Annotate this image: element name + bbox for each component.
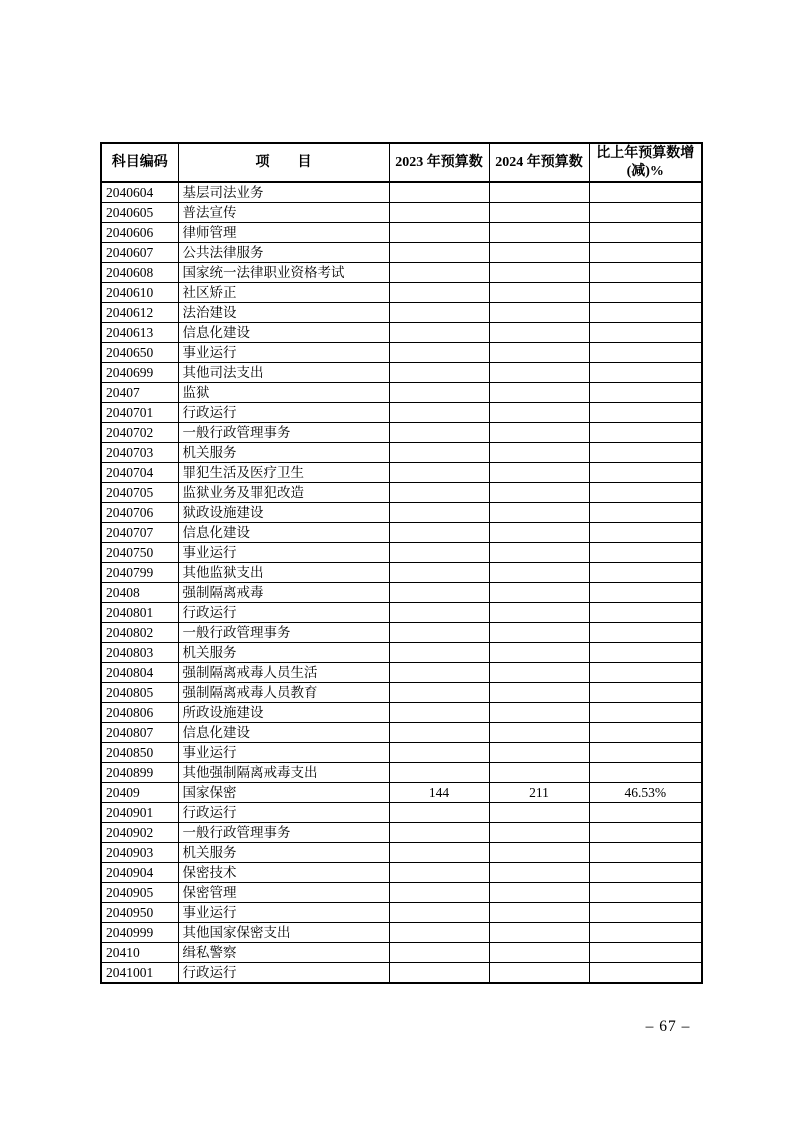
table-row bbox=[101, 303, 702, 323]
cell-subject-code: 2040803 bbox=[101, 643, 178, 663]
cell-budget-2023 bbox=[389, 383, 489, 403]
header-budget-2024: 2024 年预算数 bbox=[489, 143, 589, 182]
table-row bbox=[101, 683, 702, 703]
header-change-percent: 比上年预算数增(减)% bbox=[589, 143, 702, 182]
cell-budget-2024 bbox=[489, 303, 589, 323]
cell-change-percent bbox=[589, 663, 702, 683]
cell-budget-2023 bbox=[389, 223, 489, 243]
cell-item-name: 机关服务 bbox=[178, 443, 389, 463]
cell-change-percent bbox=[589, 643, 702, 663]
cell-budget-2023 bbox=[389, 403, 489, 423]
table-row bbox=[101, 343, 702, 363]
cell-budget-2023 bbox=[389, 963, 489, 984]
table-row bbox=[101, 863, 702, 883]
cell-item-name: 一般行政管理事务 bbox=[178, 623, 389, 643]
cell-budget-2024 bbox=[489, 763, 589, 783]
cell-change-percent bbox=[589, 943, 702, 963]
cell-item-name: 社区矫正 bbox=[178, 283, 389, 303]
cell-change-percent bbox=[589, 803, 702, 823]
cell-budget-2024 bbox=[489, 963, 589, 984]
cell-change-percent bbox=[589, 383, 702, 403]
cell-change-percent bbox=[589, 363, 702, 383]
cell-budget-2023 bbox=[389, 823, 489, 843]
table-row bbox=[101, 503, 702, 523]
cell-subject-code: 2040850 bbox=[101, 743, 178, 763]
cell-change-percent bbox=[589, 823, 702, 843]
cell-budget-2024 bbox=[489, 323, 589, 343]
table-row bbox=[101, 803, 702, 823]
cell-budget-2023 bbox=[389, 243, 489, 263]
table-row bbox=[101, 182, 702, 203]
cell-change-percent bbox=[589, 603, 702, 623]
cell-item-name: 一般行政管理事务 bbox=[178, 423, 389, 443]
cell-subject-code: 2041001 bbox=[101, 963, 178, 984]
cell-subject-code: 2040613 bbox=[101, 323, 178, 343]
table-row bbox=[101, 923, 702, 943]
cell-item-name: 律师管理 bbox=[178, 223, 389, 243]
cell-budget-2024 bbox=[489, 543, 589, 563]
cell-budget-2023 bbox=[389, 283, 489, 303]
cell-subject-code: 2040905 bbox=[101, 883, 178, 903]
cell-change-percent bbox=[589, 403, 702, 423]
table-row bbox=[101, 903, 702, 923]
cell-subject-code: 2040903 bbox=[101, 843, 178, 863]
cell-budget-2024 bbox=[489, 223, 589, 243]
cell-item-name: 罪犯生活及医疗卫生 bbox=[178, 463, 389, 483]
table-row bbox=[101, 723, 702, 743]
table-row bbox=[101, 743, 702, 763]
cell-change-percent bbox=[589, 563, 702, 583]
cell-subject-code: 2040606 bbox=[101, 223, 178, 243]
cell-subject-code: 20407 bbox=[101, 383, 178, 403]
budget-table-body bbox=[101, 182, 702, 983]
table-row bbox=[101, 223, 702, 243]
cell-item-name: 所政设施建设 bbox=[178, 703, 389, 723]
cell-budget-2023 bbox=[389, 643, 489, 663]
cell-budget-2023 bbox=[389, 563, 489, 583]
cell-subject-code: 2040706 bbox=[101, 503, 178, 523]
cell-budget-2023 bbox=[389, 743, 489, 763]
cell-change-percent bbox=[589, 863, 702, 883]
cell-change-percent bbox=[589, 463, 702, 483]
cell-item-name: 机关服务 bbox=[178, 643, 389, 663]
table-row bbox=[101, 283, 702, 303]
cell-budget-2024 bbox=[489, 883, 589, 903]
cell-budget-2024 bbox=[489, 803, 589, 823]
cell-item-name: 普法宣传 bbox=[178, 203, 389, 223]
cell-budget-2023 bbox=[389, 343, 489, 363]
cell-budget-2024 bbox=[489, 523, 589, 543]
cell-budget-2023 bbox=[389, 683, 489, 703]
cell-budget-2024 bbox=[489, 283, 589, 303]
table-row bbox=[101, 563, 702, 583]
cell-budget-2023 bbox=[389, 623, 489, 643]
cell-item-name: 其他监狱支出 bbox=[178, 563, 389, 583]
cell-budget-2024 bbox=[489, 423, 589, 443]
cell-change-percent bbox=[589, 323, 702, 343]
cell-change-percent bbox=[589, 343, 702, 363]
cell-change-percent bbox=[589, 182, 702, 203]
cell-budget-2024 bbox=[489, 743, 589, 763]
cell-subject-code: 2040604 bbox=[101, 182, 178, 203]
cell-item-name: 一般行政管理事务 bbox=[178, 823, 389, 843]
cell-item-name: 保密管理 bbox=[178, 883, 389, 903]
cell-budget-2024 bbox=[489, 483, 589, 503]
cell-subject-code: 2040805 bbox=[101, 683, 178, 703]
cell-budget-2024 bbox=[489, 643, 589, 663]
table-row bbox=[101, 843, 702, 863]
table-row bbox=[101, 763, 702, 783]
cell-subject-code: 2040901 bbox=[101, 803, 178, 823]
cell-item-name: 信息化建设 bbox=[178, 323, 389, 343]
cell-change-percent bbox=[589, 303, 702, 323]
table-row bbox=[101, 823, 702, 843]
cell-budget-2024 bbox=[489, 443, 589, 463]
cell-subject-code: 2040902 bbox=[101, 823, 178, 843]
cell-change-percent bbox=[589, 723, 702, 743]
table-row bbox=[101, 543, 702, 563]
cell-budget-2024 bbox=[489, 663, 589, 683]
cell-budget-2024 bbox=[489, 863, 589, 883]
cell-item-name: 国家统一法律职业资格考试 bbox=[178, 263, 389, 283]
cell-subject-code: 2040801 bbox=[101, 603, 178, 623]
table-row bbox=[101, 583, 702, 603]
cell-item-name: 行政运行 bbox=[178, 603, 389, 623]
page-number: – 67 – bbox=[645, 1018, 691, 1035]
cell-change-percent bbox=[589, 223, 702, 243]
cell-budget-2023 bbox=[389, 503, 489, 523]
cell-item-name: 狱政设施建设 bbox=[178, 503, 389, 523]
cell-budget-2023 bbox=[389, 583, 489, 603]
cell-budget-2023 bbox=[389, 463, 489, 483]
cell-budget-2024 bbox=[489, 403, 589, 423]
cell-subject-code: 2040704 bbox=[101, 463, 178, 483]
cell-change-percent bbox=[589, 703, 702, 723]
cell-item-name: 强制隔离戒毒人员教育 bbox=[178, 683, 389, 703]
cell-budget-2024 bbox=[489, 243, 589, 263]
cell-budget-2024 bbox=[489, 923, 589, 943]
cell-subject-code: 2040702 bbox=[101, 423, 178, 443]
cell-subject-code: 20408 bbox=[101, 583, 178, 603]
cell-change-percent bbox=[589, 923, 702, 943]
cell-subject-code: 2040799 bbox=[101, 563, 178, 583]
cell-change-percent bbox=[589, 203, 702, 223]
cell-item-name: 行政运行 bbox=[178, 403, 389, 423]
cell-subject-code: 2040899 bbox=[101, 763, 178, 783]
cell-budget-2023 bbox=[389, 443, 489, 463]
cell-subject-code: 2040806 bbox=[101, 703, 178, 723]
cell-item-name: 机关服务 bbox=[178, 843, 389, 863]
cell-item-name: 事业运行 bbox=[178, 903, 389, 923]
cell-budget-2024 bbox=[489, 563, 589, 583]
cell-budget-2023 bbox=[389, 363, 489, 383]
cell-change-percent bbox=[589, 683, 702, 703]
table-row bbox=[101, 383, 702, 403]
cell-budget-2023 bbox=[389, 703, 489, 723]
cell-budget-2024 bbox=[489, 363, 589, 383]
cell-item-name: 信息化建设 bbox=[178, 723, 389, 743]
cell-budget-2024 bbox=[489, 463, 589, 483]
cell-subject-code: 2040608 bbox=[101, 263, 178, 283]
header-item: 项 目 bbox=[178, 143, 389, 182]
cell-change-percent bbox=[589, 263, 702, 283]
cell-budget-2023 bbox=[389, 483, 489, 503]
cell-change-percent bbox=[589, 443, 702, 463]
cell-change-percent bbox=[589, 883, 702, 903]
cell-change-percent bbox=[589, 423, 702, 443]
header-subject-code: 科目编码 bbox=[101, 143, 178, 182]
cell-change-percent bbox=[589, 903, 702, 923]
cell-item-name: 监狱 bbox=[178, 383, 389, 403]
cell-budget-2023 bbox=[389, 803, 489, 823]
table-row bbox=[101, 663, 702, 683]
cell-budget-2024 bbox=[489, 203, 589, 223]
cell-subject-code: 2040950 bbox=[101, 903, 178, 923]
cell-subject-code: 2040701 bbox=[101, 403, 178, 423]
cell-subject-code: 2040699 bbox=[101, 363, 178, 383]
cell-budget-2024 bbox=[489, 623, 589, 643]
cell-budget-2023 bbox=[389, 923, 489, 943]
cell-subject-code: 2040607 bbox=[101, 243, 178, 263]
cell-budget-2023 bbox=[389, 943, 489, 963]
table-row bbox=[101, 443, 702, 463]
cell-item-name: 国家保密 bbox=[178, 783, 389, 803]
cell-subject-code: 2040802 bbox=[101, 623, 178, 643]
cell-budget-2024 bbox=[489, 343, 589, 363]
table-row bbox=[101, 623, 702, 643]
cell-budget-2024 bbox=[489, 583, 589, 603]
cell-budget-2024 bbox=[489, 823, 589, 843]
cell-item-name: 基层司法业务 bbox=[178, 182, 389, 203]
cell-budget-2024 bbox=[489, 843, 589, 863]
cell-budget-2023 bbox=[389, 263, 489, 283]
table-row bbox=[101, 403, 702, 423]
cell-budget-2023 bbox=[389, 323, 489, 343]
table-row bbox=[101, 363, 702, 383]
cell-item-name: 事业运行 bbox=[178, 743, 389, 763]
table-row bbox=[101, 783, 702, 803]
table-row bbox=[101, 423, 702, 443]
cell-item-name: 强制隔离戒毒 bbox=[178, 583, 389, 603]
cell-budget-2024 bbox=[489, 383, 589, 403]
table-row bbox=[101, 643, 702, 663]
cell-item-name: 保密技术 bbox=[178, 863, 389, 883]
cell-budget-2023 bbox=[389, 843, 489, 863]
cell-budget-2023 bbox=[389, 203, 489, 223]
cell-budget-2023 bbox=[389, 863, 489, 883]
cell-subject-code: 2040807 bbox=[101, 723, 178, 743]
cell-budget-2023: 144 bbox=[389, 783, 489, 803]
table-row bbox=[101, 323, 702, 343]
table-row bbox=[101, 483, 702, 503]
cell-budget-2023 bbox=[389, 523, 489, 543]
cell-subject-code: 2040612 bbox=[101, 303, 178, 323]
cell-change-percent bbox=[589, 743, 702, 763]
header-budget-2023: 2023 年预算数 bbox=[389, 143, 489, 182]
cell-change-percent bbox=[589, 963, 702, 984]
cell-budget-2024 bbox=[489, 943, 589, 963]
cell-change-percent bbox=[589, 583, 702, 603]
cell-item-name: 其他强制隔离戒毒支出 bbox=[178, 763, 389, 783]
table-header-row bbox=[101, 143, 702, 182]
cell-budget-2024 bbox=[489, 723, 589, 743]
cell-budget-2023 bbox=[389, 903, 489, 923]
cell-change-percent bbox=[589, 843, 702, 863]
cell-change-percent bbox=[589, 243, 702, 263]
cell-budget-2023 bbox=[389, 723, 489, 743]
cell-subject-code: 2040610 bbox=[101, 283, 178, 303]
cell-item-name: 公共法律服务 bbox=[178, 243, 389, 263]
table-row bbox=[101, 703, 702, 723]
cell-budget-2024 bbox=[489, 263, 589, 283]
cell-budget-2023 bbox=[389, 763, 489, 783]
cell-subject-code: 20410 bbox=[101, 943, 178, 963]
cell-budget-2023 bbox=[389, 543, 489, 563]
table-row bbox=[101, 943, 702, 963]
cell-subject-code: 2040804 bbox=[101, 663, 178, 683]
cell-change-percent bbox=[589, 623, 702, 643]
table-row bbox=[101, 523, 702, 543]
budget-table bbox=[100, 142, 703, 984]
cell-budget-2023 bbox=[389, 303, 489, 323]
cell-budget-2024 bbox=[489, 683, 589, 703]
cell-item-name: 法治建设 bbox=[178, 303, 389, 323]
cell-budget-2023 bbox=[389, 883, 489, 903]
cell-subject-code: 2040703 bbox=[101, 443, 178, 463]
cell-subject-code: 20409 bbox=[101, 783, 178, 803]
cell-subject-code: 2040705 bbox=[101, 483, 178, 503]
cell-item-name: 行政运行 bbox=[178, 963, 389, 984]
cell-item-name: 监狱业务及罪犯改造 bbox=[178, 483, 389, 503]
cell-item-name: 行政运行 bbox=[178, 803, 389, 823]
cell-change-percent bbox=[589, 483, 702, 503]
cell-change-percent: 46.53% bbox=[589, 783, 702, 803]
table-row bbox=[101, 203, 702, 223]
cell-budget-2023 bbox=[389, 182, 489, 203]
cell-subject-code: 2040650 bbox=[101, 343, 178, 363]
cell-item-name: 事业运行 bbox=[178, 343, 389, 363]
cell-item-name: 事业运行 bbox=[178, 543, 389, 563]
cell-subject-code: 2040750 bbox=[101, 543, 178, 563]
cell-item-name: 缉私警察 bbox=[178, 943, 389, 963]
cell-change-percent bbox=[589, 503, 702, 523]
cell-subject-code: 2040707 bbox=[101, 523, 178, 543]
cell-item-name: 其他司法支出 bbox=[178, 363, 389, 383]
cell-budget-2024 bbox=[489, 903, 589, 923]
cell-budget-2024 bbox=[489, 503, 589, 523]
table-row bbox=[101, 963, 702, 984]
cell-budget-2023 bbox=[389, 663, 489, 683]
cell-subject-code: 2040904 bbox=[101, 863, 178, 883]
cell-change-percent bbox=[589, 763, 702, 783]
cell-item-name: 强制隔离戒毒人员生活 bbox=[178, 663, 389, 683]
cell-budget-2024 bbox=[489, 182, 589, 203]
cell-budget-2024 bbox=[489, 703, 589, 723]
cell-change-percent bbox=[589, 543, 702, 563]
cell-item-name: 其他国家保密支出 bbox=[178, 923, 389, 943]
cell-subject-code: 2040605 bbox=[101, 203, 178, 223]
table-row bbox=[101, 263, 702, 283]
cell-budget-2024 bbox=[489, 603, 589, 623]
table-row bbox=[101, 883, 702, 903]
cell-change-percent bbox=[589, 523, 702, 543]
cell-budget-2024: 211 bbox=[489, 783, 589, 803]
cell-item-name: 信息化建设 bbox=[178, 523, 389, 543]
table-row bbox=[101, 463, 702, 483]
cell-budget-2023 bbox=[389, 423, 489, 443]
cell-change-percent bbox=[589, 283, 702, 303]
cell-budget-2023 bbox=[389, 603, 489, 623]
table-row bbox=[101, 243, 702, 263]
table-row bbox=[101, 603, 702, 623]
cell-subject-code: 2040999 bbox=[101, 923, 178, 943]
